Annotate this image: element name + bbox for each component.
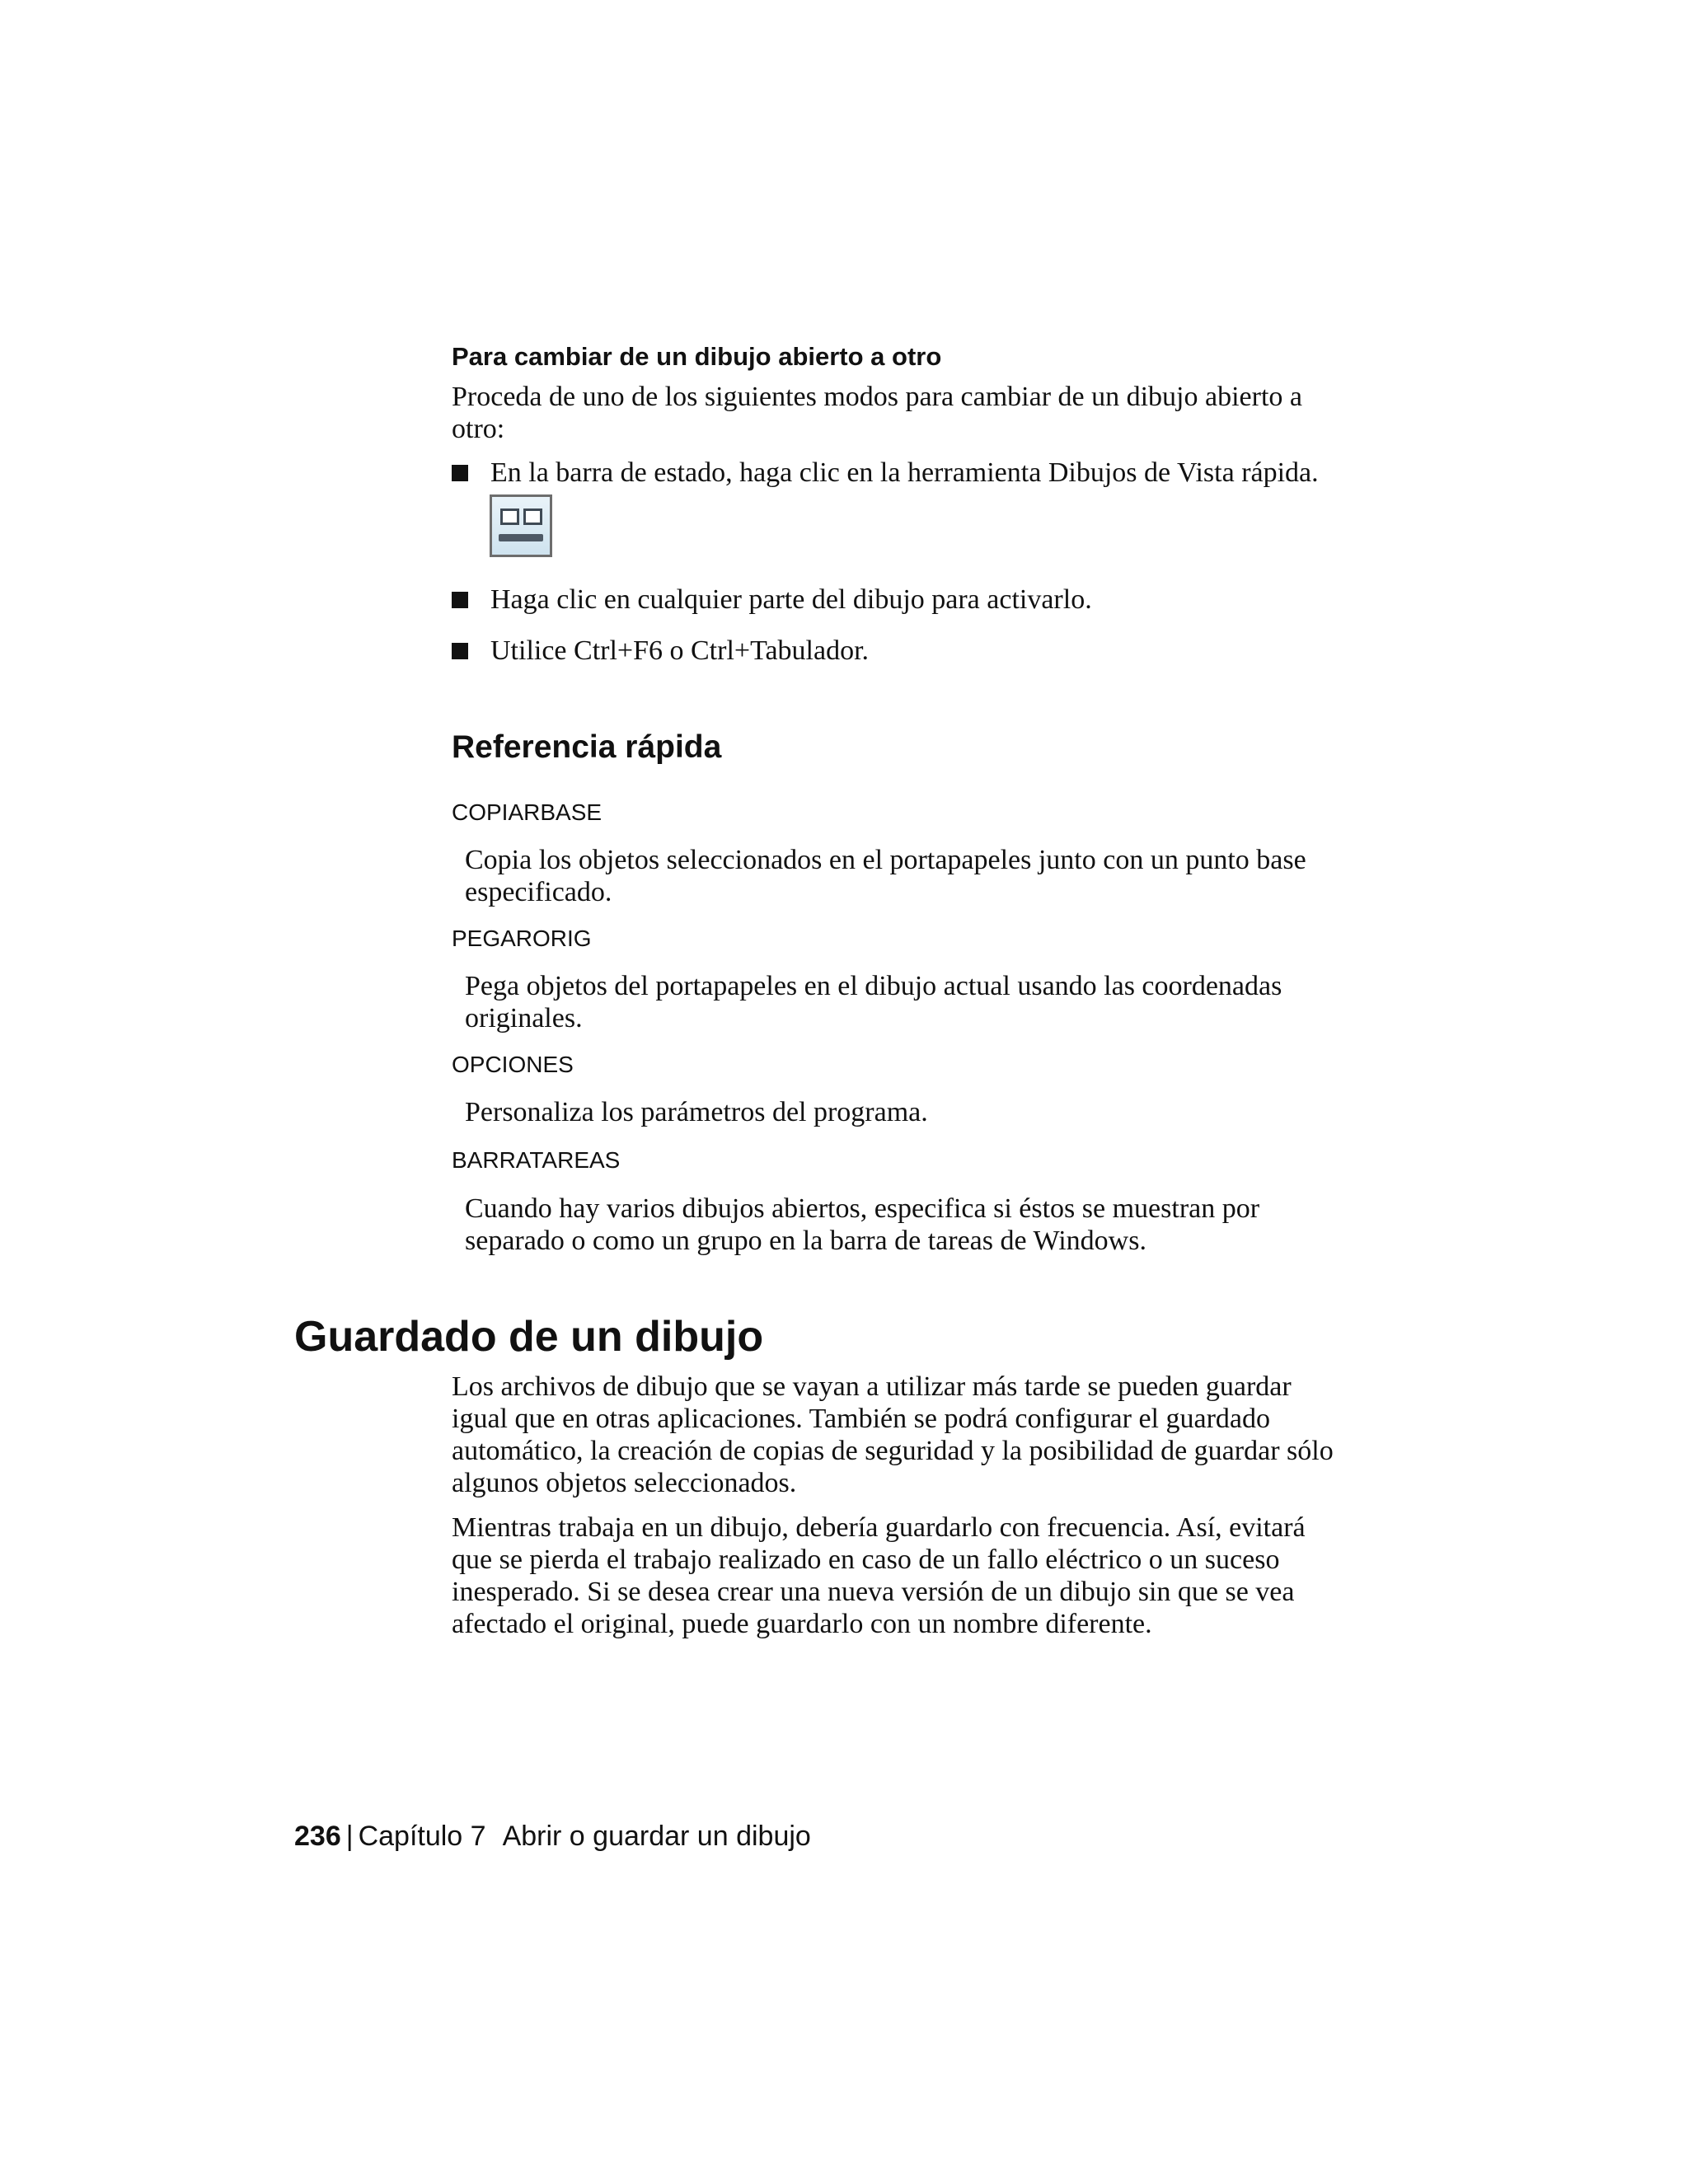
bullet-item [452, 457, 1375, 489]
section-paragraph: Mientras trabaja en un dibujo, debería guardarlo con frecuencia. Así, evitará que se pierda el trabajo realizado en caso de un fallo eléctrico o un suceso inesperado. Si se desea crear una nueva versión de un dibujo sin que se vea afectado el original, puede guardarlo con un nombre diferente. [452, 1512, 1306, 1639]
drawing-thumbnail-icon [523, 509, 542, 525]
command-name: COPIARBASE [452, 799, 603, 825]
bullet-text: En la barra de estado, haga clic en la herramienta Dibujos de Vista rápida. [490, 457, 1319, 488]
chapter-title: Abrir o guardar un dibujo [502, 1821, 811, 1852]
section-paragraph: Los archivos de dibujo que se vayan a utilizar más tarde se pueden guardar igual que en otras aplicaciones. También se podrá configurar el guardado automático, la creación de copias de seguridad y la posibilidad de guardar sólo algunos objetos seleccionados. [452, 1371, 1334, 1498]
chapter-label: Capítulo 7 [358, 1821, 486, 1852]
command-description: Copia los objetos seleccionados en el portapapeles junto con un punto base especificado. [465, 845, 1306, 907]
command-description: Cuando hay varios dibujos abiertos, especifica si éstos se muestran por separado o como un grupo en la barra de tareas de Windows. [465, 1193, 1260, 1256]
bullet-square-icon [452, 465, 468, 481]
bullet-text: Utilice Ctrl+F6 o Ctrl+Tabulador. [490, 635, 870, 666]
page-footer [294, 1820, 811, 1853]
command-name: PEGARORIG [452, 926, 592, 951]
bullet-square-icon [452, 643, 468, 659]
bullet-text: Haga clic en cualquier parte del dibujo para activarlo. [490, 584, 1092, 615]
drawing-thumbnail-icon [500, 509, 519, 525]
page-number: 236 [294, 1821, 341, 1852]
quick-reference-heading: Referencia rápida [452, 729, 722, 765]
bullet-square-icon [452, 592, 468, 608]
status-bar-icon [499, 534, 543, 541]
bullet-item [452, 583, 1375, 616]
bullet-item [452, 635, 1375, 667]
command-description: Pega objetos del portapapeles en el dibujo actual usando las coordenadas originales. [465, 971, 1282, 1033]
quick-view-drawings-icon [490, 494, 552, 557]
procedure-intro: Proceda de uno de los siguientes modos para cambiar de un dibujo abierto a otro: [452, 382, 1302, 444]
command-name: OPCIONES [452, 1052, 574, 1077]
footer-separator: | [345, 1821, 354, 1852]
section-heading: Guardado de un dibujo [294, 1313, 764, 1361]
procedure-title: Para cambiar de un dibujo abierto a otro [452, 342, 942, 371]
command-description: Personaliza los parámetros del programa. [465, 1097, 928, 1127]
command-name: BARRATAREAS [452, 1147, 621, 1173]
